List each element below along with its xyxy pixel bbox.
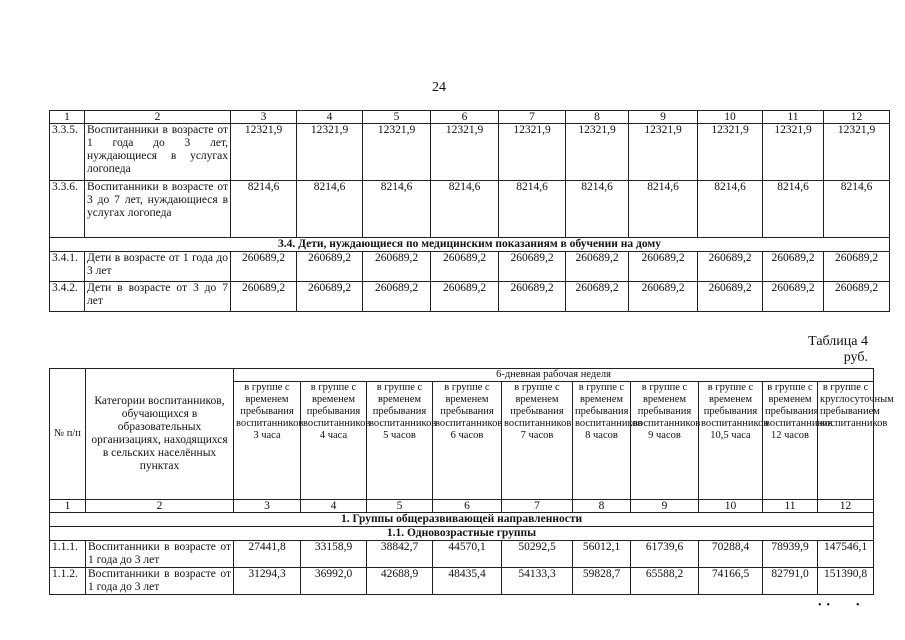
cell-value: 12321,9	[363, 124, 431, 181]
cell-value: 50292,5	[502, 541, 573, 568]
cell-value: 260689,2	[763, 252, 824, 282]
cell-value: 8214,6	[231, 181, 297, 238]
column-header: в группе с временем пребывания воспитанников 7 часов	[502, 382, 573, 500]
cell-value: 260689,2	[566, 252, 629, 282]
row-number: 3.3.5.	[50, 124, 85, 181]
cell-value: 8214,6	[698, 181, 763, 238]
column-header: в группе с временем пребывания воспитанников 10,5 часа	[699, 382, 763, 500]
column-number: 6	[433, 500, 502, 513]
row-label: Дети в возрасте от 1 года до 3 лет	[85, 252, 231, 282]
column-number: 5	[363, 111, 431, 124]
table-4	[49, 368, 894, 595]
column-number: 3	[234, 500, 301, 513]
table-row	[50, 252, 890, 282]
cell-value: 74166,5	[699, 568, 763, 595]
header-category: Категории воспитанников, обучающихся в образовательных организациях, находящихся в сельских населённых пунктах	[86, 369, 234, 500]
row-number: 3.4.2.	[50, 282, 85, 312]
cell-value: 8214,6	[629, 181, 698, 238]
cell-value: 260689,2	[431, 252, 499, 282]
cell-value: 260689,2	[499, 282, 566, 312]
cell-value: 260689,2	[698, 282, 763, 312]
cell-value: 44570,1	[433, 541, 502, 568]
table-row	[50, 282, 890, 312]
cell-value: 260689,2	[698, 252, 763, 282]
table-row	[50, 124, 890, 181]
column-number: 10	[699, 500, 763, 513]
row-label: Воспитанники в возрасте от 1 года до 3 лет	[86, 568, 234, 595]
cell-value: 12321,9	[629, 124, 698, 181]
cell-value: 260689,2	[824, 282, 890, 312]
cell-value: 27441,8	[234, 541, 301, 568]
table-row	[50, 181, 890, 238]
cell-value: 12321,9	[297, 124, 363, 181]
cell-value: 260689,2	[629, 252, 698, 282]
section-heading: 3.4. Дети, нуждающиеся по медицинским показаниям в обучении на дому	[50, 238, 890, 252]
cell-value: 54133,3	[502, 568, 573, 595]
row-label: Дети в возрасте от 3 до 7 лет	[85, 282, 231, 312]
cell-value: 12321,9	[566, 124, 629, 181]
column-number: 1	[50, 111, 85, 124]
row-number: 1.1.1.	[50, 541, 86, 568]
row-number: 3.4.1.	[50, 252, 85, 282]
table-caption: Таблица 4 руб.	[808, 334, 868, 365]
column-header: в группе с временем пребывания воспитанников 8 часов	[573, 382, 631, 500]
cell-value: 151390,8	[818, 568, 874, 595]
cell-value: 260689,2	[629, 282, 698, 312]
column-number: 5	[367, 500, 433, 513]
column-number: 9	[631, 500, 699, 513]
cell-value: 12321,9	[499, 124, 566, 181]
row-label: Воспитанники в возрасте от 1 года до 3 лет	[86, 541, 234, 568]
cell-value: 42688,9	[367, 568, 433, 595]
cell-value: 70288,4	[699, 541, 763, 568]
row-label: Воспитанники в возрасте от 3 до 7 лет, нуждающиеся в услугах логопеда	[85, 181, 231, 238]
page-number: 24	[432, 80, 446, 95]
column-number-row	[50, 111, 890, 124]
cell-value: 12321,9	[698, 124, 763, 181]
cell-value: 260689,2	[431, 282, 499, 312]
column-number: 3	[231, 111, 297, 124]
table-row	[50, 541, 874, 568]
column-header: в группе с временем пребывания воспитанников 3 часа	[234, 382, 301, 500]
cell-value: 65588,2	[631, 568, 699, 595]
cell-value: 260689,2	[499, 252, 566, 282]
cell-value: 38842,7	[367, 541, 433, 568]
cell-value: 78939,9	[763, 541, 818, 568]
cell-value: 8214,6	[763, 181, 824, 238]
cell-value: 260689,2	[297, 282, 363, 312]
cell-value: 8214,6	[297, 181, 363, 238]
cell-value: 8214,6	[824, 181, 890, 238]
cell-value: 33158,9	[301, 541, 367, 568]
column-number: 1	[50, 500, 86, 513]
column-number: 2	[85, 111, 231, 124]
row-label: Воспитанники в возрасте от 1 года до 3 лет, нуждающиеся в услугах логопеда	[85, 124, 231, 181]
column-header: в группе с временем пребывания воспитанников 9 часов	[631, 382, 699, 500]
cell-value: 12321,9	[231, 124, 297, 181]
cell-value: 36992,0	[301, 568, 367, 595]
column-number: 7	[502, 500, 573, 513]
cell-value: 260689,2	[231, 282, 297, 312]
cell-value: 48435,4	[433, 568, 502, 595]
cell-value: 147546,1	[818, 541, 874, 568]
cell-value: 61739,6	[631, 541, 699, 568]
subsection-heading: 1.1. Одновозрастные группы	[50, 527, 874, 541]
cell-value: 260689,2	[824, 252, 890, 282]
section-heading: 1. Группы общеразвивающей направленности	[50, 513, 874, 527]
column-number: 10	[698, 111, 763, 124]
column-number: 4	[297, 111, 363, 124]
row-number: 3.3.6.	[50, 181, 85, 238]
cell-value: 59828,7	[573, 568, 631, 595]
margin-mark: • •	[818, 600, 831, 611]
cell-value: 56012,1	[573, 541, 631, 568]
column-number: 8	[573, 500, 631, 513]
column-number: 11	[763, 500, 818, 513]
column-number: 7	[499, 111, 566, 124]
table-row	[50, 568, 874, 595]
row-number: 1.1.2.	[50, 568, 86, 595]
column-number: 12	[818, 500, 874, 513]
column-number: 2	[86, 500, 234, 513]
column-header: в группе с круглосуточным пребыванием воспитанников	[818, 382, 874, 500]
header-week: 6-дневная рабочая неделя	[234, 369, 874, 382]
cell-value: 82791,0	[763, 568, 818, 595]
cell-value: 260689,2	[566, 282, 629, 312]
cell-value: 12321,9	[431, 124, 499, 181]
header-num: № п/п	[50, 369, 86, 500]
column-number: 9	[629, 111, 698, 124]
cell-value: 8214,6	[566, 181, 629, 238]
cell-value: 260689,2	[363, 252, 431, 282]
cell-value: 260689,2	[763, 282, 824, 312]
cell-value: 260689,2	[363, 282, 431, 312]
column-number: 11	[763, 111, 824, 124]
column-header: в группе с временем пребывания воспитанников 6 часов	[433, 382, 502, 500]
column-number: 12	[824, 111, 890, 124]
cell-value: 12321,9	[824, 124, 890, 181]
cell-value: 260689,2	[231, 252, 297, 282]
cell-value: 8214,6	[499, 181, 566, 238]
margin-mark: •	[856, 600, 860, 611]
cell-value: 31294,3	[234, 568, 301, 595]
column-header: в группе с временем пребывания воспитанников 5 часов	[367, 382, 433, 500]
cell-value: 260689,2	[297, 252, 363, 282]
cell-value: 8214,6	[431, 181, 499, 238]
column-number: 8	[566, 111, 629, 124]
column-number: 6	[431, 111, 499, 124]
column-number: 4	[301, 500, 367, 513]
column-header: в группе с временем пребывания воспитанников 4 часа	[301, 382, 367, 500]
column-number-row	[50, 500, 874, 513]
column-header: в группе с временем пребывания воспитанников 12 часов	[763, 382, 818, 500]
table-continued	[49, 110, 890, 312]
cell-value: 8214,6	[363, 181, 431, 238]
cell-value: 12321,9	[763, 124, 824, 181]
